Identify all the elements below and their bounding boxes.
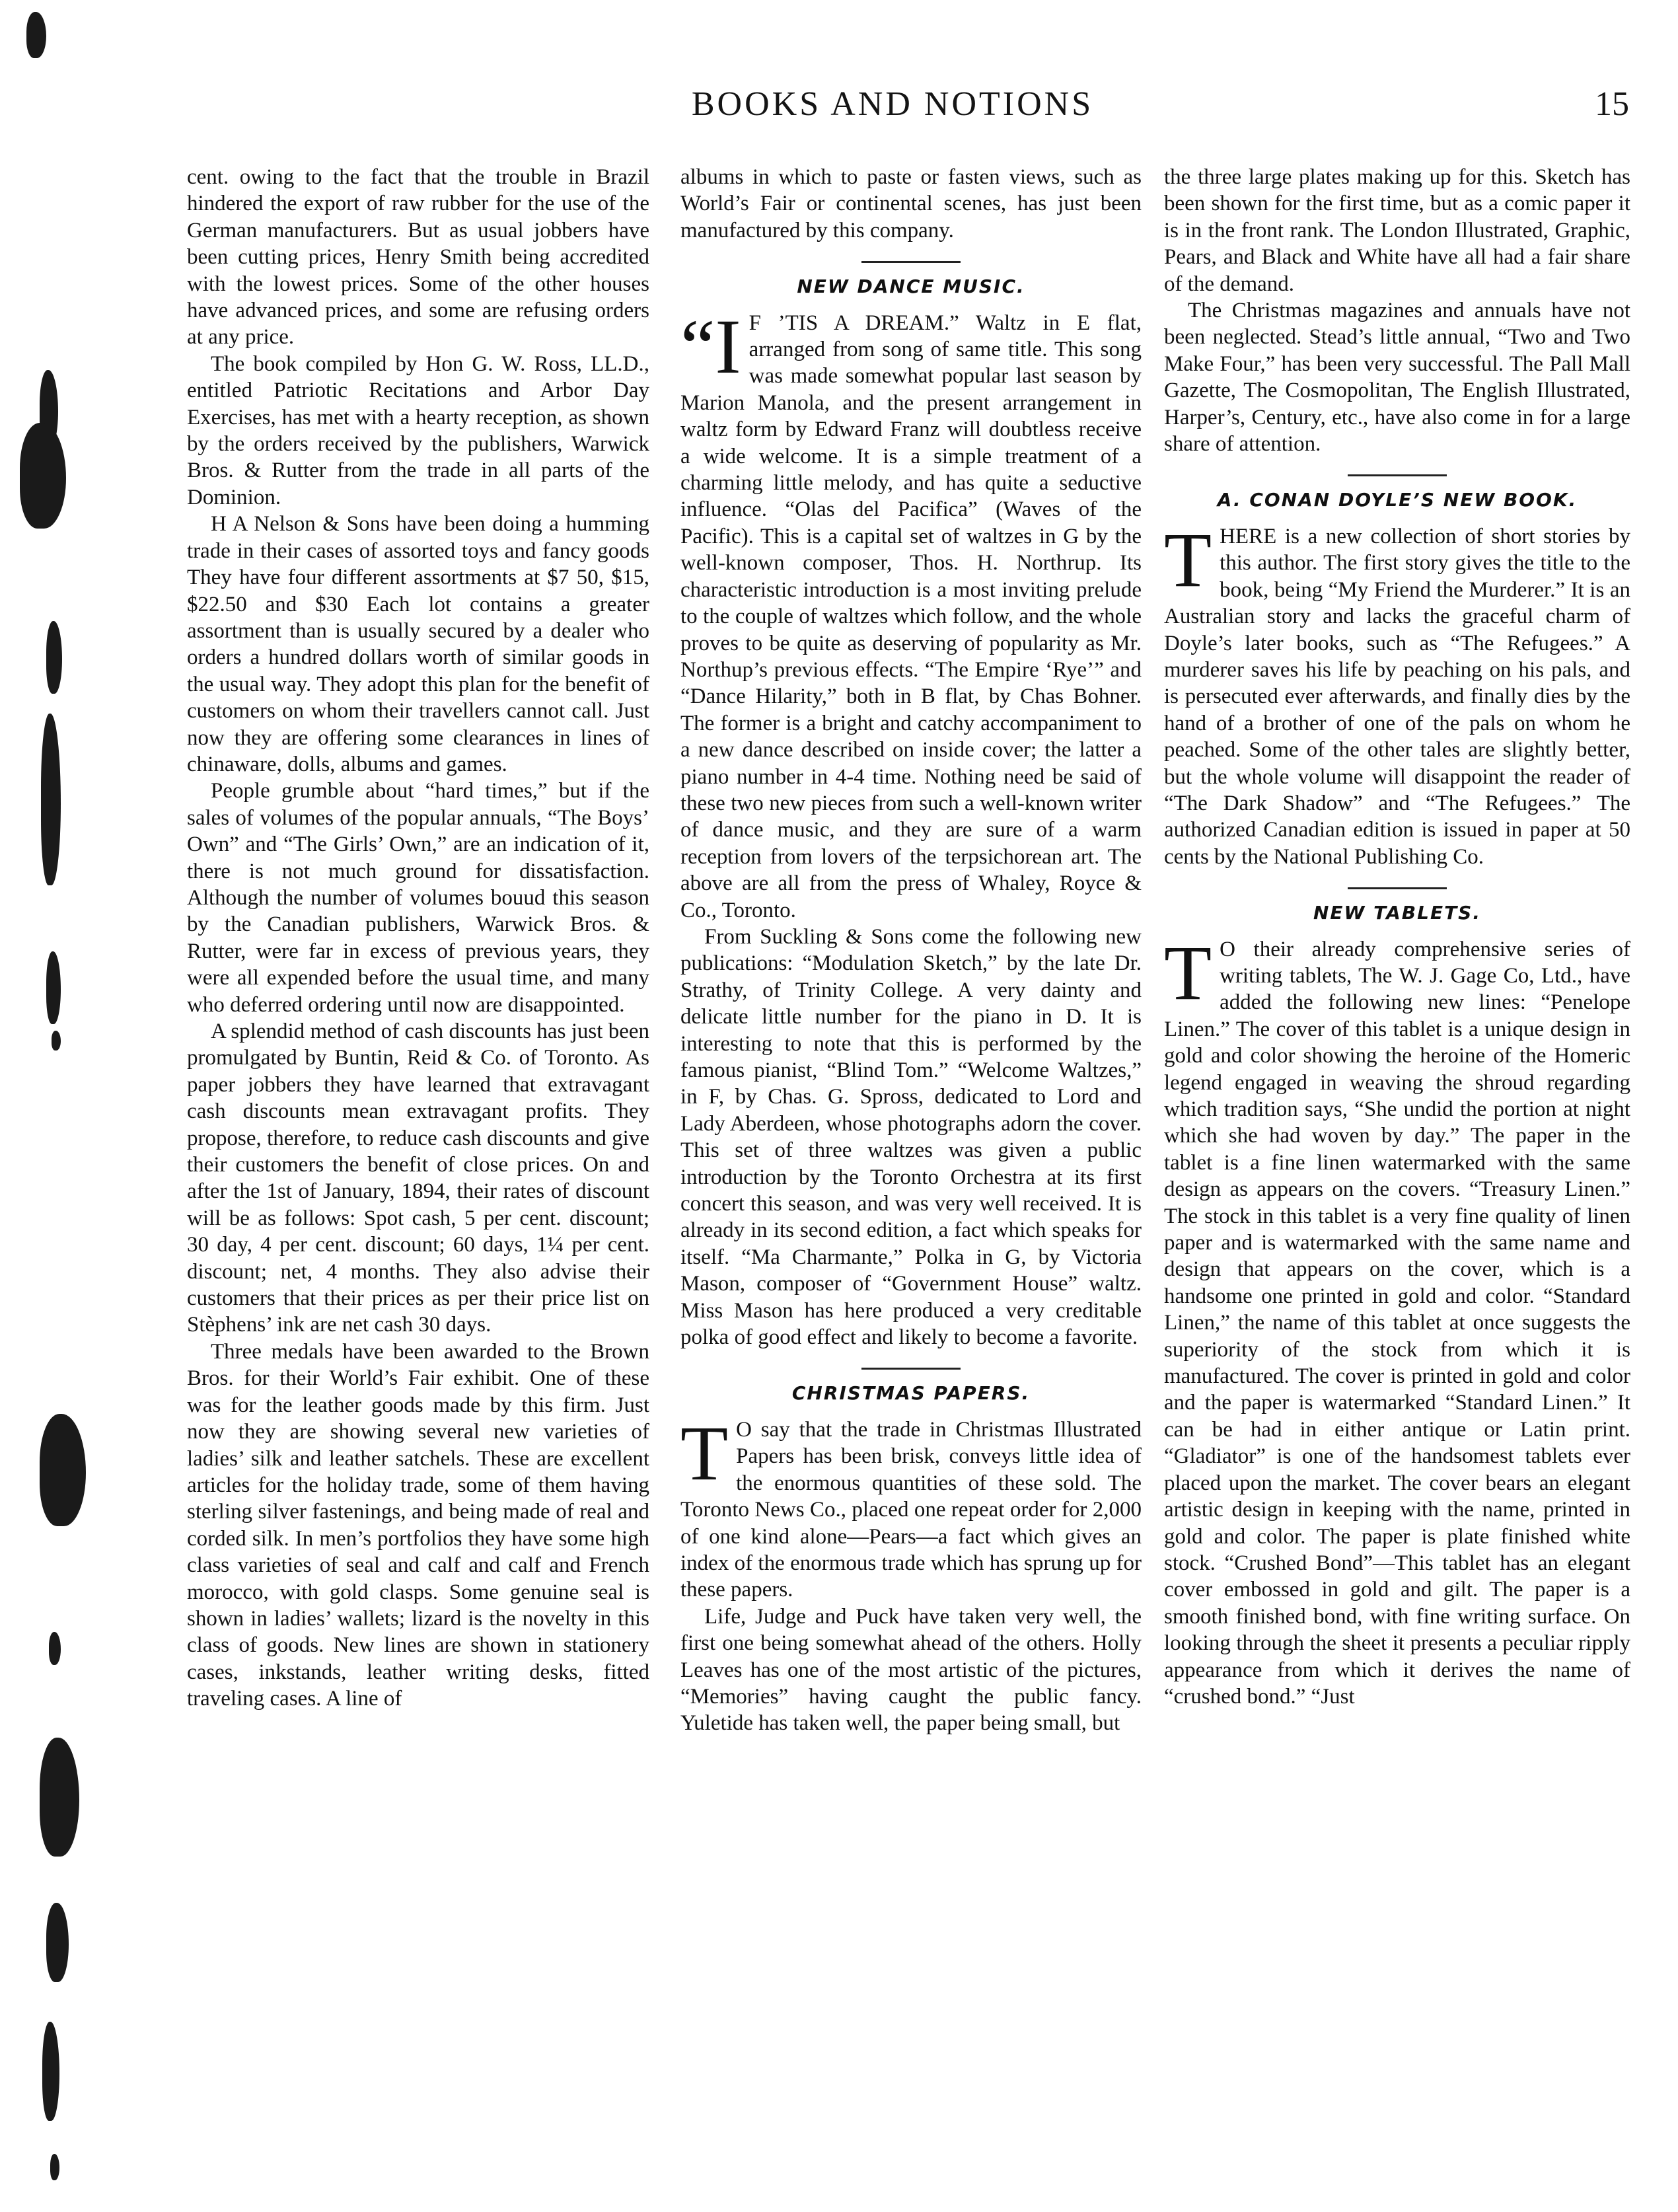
column-3	[1164, 164, 1630, 1710]
running-header	[156, 85, 1629, 137]
suckling-sons-paragraph: From Suckling & Sons come the following new publications: “Modulation Sketch,” by the late Dr. Strathy, of Trinity College. A very dainty and delicate little number for the piano in D. It is interesting to note that this is performed by the famous pianist, “Blind Tom.” “Welcome Waltzes,” in F, by Chas. G. Spross, dedicated to Lord and Lady Aberdeen, whose photographs adorn the cover. This set of three waltzes was given a public introduction by the Toronto Orchestra at its first concert this season, and was very well received. It is already in its second edition, a fact which speaks for itself. “Ma Charmante,” Polka in G, by Victoria Mason, composer of “Government House” waltz. Miss Mason has here produced a very creditable polka of good effect and likely to become a favorite.	[680, 924, 1142, 1350]
publication-title: BOOKS AND NOTIONS	[691, 85, 1094, 123]
drop-cap: T	[1164, 516, 1212, 603]
christmas-magazines-paragraph: The Christmas magazines and annuals have not been neglected. Stead’s little annual, “Two and Two Make Four,” has been very successful. The Pall Mall Gazette, The Cosmopolitan, The English Illustrated, Harper’s, Century, etc., have also come in for a large share of attention.	[1164, 299, 1630, 457]
large-plates-paragraph: the three large plates making up for this. Sketch has been shown for the first time, but as a comic paper it is in the front rank. The London Illustrated, Graphic, Pears, and Black and White have all had a fair share of the demand.	[1164, 165, 1630, 296]
conan-doyle-heading: A. CONAN DOYLE’S NEW BOOK.	[1217, 489, 1578, 511]
patriotic-recitations-paragraph: The book compiled by Hon G. W. Ross, LL.D., entitled Patriotic Recitations and Arbor Day Exercises, has met with a hearty reception, as shown by the orders received by the publishers, Warwick Bros. & Rutter from the trade in all parts of the Dominion.	[187, 351, 649, 509]
section-rule	[1348, 474, 1447, 476]
section-rule	[1348, 887, 1447, 889]
new-tablets-text: O their already comprehensive series of writing tablets, The W. J. Gage Co, Ltd., have added the following new lines: “Penelope Linen.” The cover of this tablet is a unique design in gold and color showing the heroine of the Homeric legend engaged in weaving the shroud regarding which tradition says, “She undid the portion at night which she had woven by day.” The paper in the tablet is a fine linen watermarked with the same design as appears on the covers. “Treasury Linen.” The stock in this tablet is a very fine quality of linen paper and is watermarked with the same name and design that appears on the cover, which is a handsome one printed in gold and color. “Standard Linen,” the name of this tablet at once suggests the superiority of the stock from which it is manufactured. The cover is printed in gold and color and the paper is watermarked “Standard Linen.” It can be had in either antique or Latin print. “Gladiator” is one of the handsomest tablets ever placed upon the market. The cover bears an elegant artistic design in keeping with the name, printed in gold and color. The paper is plate finished white stock. “Crushed Bond”—This tablet has an elegant cover embossed in gold and gilt. The paper is a smooth finished bond, with fine writing surface. On looking through the sheet it presents a peculiar ripply appearance from which it derives the name of “crushed bond.” “Just	[1164, 937, 1630, 1709]
binding-edge-scan-marks	[0, 0, 126, 2212]
dance-music-text: F ’TIS A DREAM.” Waltz in E flat, arranged from song of same title. This song was made somewhat popular last season by Marion Manola, and the present arrangement in waltz form by Edward Franz will doubtless receive a wide welcome. It is a simple treatment of a charming little melody, and has quite a seductive influence. “Olas del Pacifica” (Waves of the Pacific). This is a capital set of waltzes in G by the well-known composer, Thos. H. Northrup. Its characteristic introduction is a most inviting prelude to the couple of waltzes which follow, and the whole proves to be quite as deserving of popularity as Mr. Northup’s previous effects. “The Empire ‘Rye’” and “Dance Hilarity,” both in B flat, by Chas Bohner. The former is a bright and catchy accompaniment to a new dance described on inside cover; the latter a piano number in 4-4 time. Nothing need be said of these two new pieces from such a well-known writer of dance music, and they are sure of a warm reception from lovers of the terpsichorean art. The above are all from the press of Whaley, Royce & Co., Toronto.	[680, 311, 1142, 922]
life-judge-puck-paragraph: Life, Judge and Puck have taken very well, the first one being somewhat ahead of the others. Holly Leaves has one of the most artistic of the pictures, “Memories” having caught the public fancy. Yuletide has taken well, the paper being small, but	[680, 1604, 1142, 1736]
christmas-papers-heading: CHRISTMAS PAPERS.	[791, 1382, 1031, 1405]
albums-paragraph: albums in which to paste or fasten views, such as World’s Fair or continental scenes, has just been manufactured by this company.	[680, 165, 1142, 242]
christmas-papers-text: O say that the trade in Christmas Illustrated Papers has been brisk, conveys little idea of the enormous quantities of these sold. The Toronto News Co., placed one repeat order for 2,000 of one kind alone—Pears—a fact which gives an index of the enormous trade which has sprung up for these papers.	[680, 1417, 1142, 1602]
new-tablets-heading: NEW TABLETS.	[1313, 902, 1481, 924]
christmas-papers-paragraph	[680, 1409, 1142, 1604]
section-rule	[861, 1368, 961, 1370]
drop-cap: T	[680, 1409, 729, 1496]
nelson-sons-paragraph: H A Nelson & Sons have been doing a humming trade in their cases of assorted toys and fancy goods They have four different assortments at $7 50, $15, $22.50 and $30 Each lot contains a greater assortment than is usually secured by a dealer who orders a hundred dollars worth of similar goods in the usual way. They adopt this plan for the benefit of customers on whom their travellers cannot call. Just now they are offering some clearances in lines of chinaware, dolls, albums and games.	[187, 512, 649, 776]
section-rule	[861, 261, 961, 263]
rubber-prices-paragraph: cent. owing to the fact that the trouble in Brazil hindered the export of raw rubber for the use of the German manufacturers. But as usual jobbers have been cutting prices, Henry Smith being accredited with the lowest prices. Some of the other houses have advanced prices, and some are refusing orders at any price.	[187, 165, 649, 350]
conan-doyle-text: HERE is a new collection of short stories by this author. The first story gives the title to the book, being “My Friend the Murderer.” It is an Australian story and lacks the graceful charm of Doyle’s later books, such as “The Refugees.” A murderer saves his life by peaching on his pals, and is persecuted ever afterwards, and finally dies by the hand of a brother of one of the pals on whom he peached. Some of the other tales are slightly better, but the whole volume will disappoint the reader of “The Dark Shadow” and “The Refugees.” The authorized Canadian edition is issued in paper at 50 cents by the National Publishing Co.	[1164, 524, 1630, 869]
column-1	[187, 164, 649, 1713]
conan-doyle-paragraph	[1164, 516, 1630, 870]
page-number: 15	[1595, 85, 1629, 123]
dance-music-paragraph	[680, 303, 1142, 924]
brown-bros-paragraph: Three medals have been awarded to the Brown Bros. for their World’s Fair exhibit. One of these was for the leather goods made by this firm. Just now they are showing several new varieties of ladies’ silk and leather satchels. These are excellent articles for the holiday trade, some of them having sterling silver fastenings, and being made of real and corded silk. In men’s portfolios they have some high class varieties of seal and calf and calf and French morocco, with gold clasps. Some genuine seal is shown in ladies’ wallets; lizard is the novelty in this class of goods. New lines are shown in stationery cases, inkstands, leather writing desks, fitted traveling cases. A line of	[187, 1339, 649, 1711]
drop-cap: “I	[680, 303, 741, 390]
new-tablets-paragraph	[1164, 929, 1630, 1711]
cash-discounts-paragraph: A splendid method of cash discounts has just been promulgated by Buntin, Reid & Co. of Toronto. As paper jobbers they have learned that extravagant cash discounts mean extravagant profits. They propose, therefore, to reduce cash discounts and give their customers the benefit of close prices. On and after the 1st of January, 1894, their rates of discount will be as follows: Spot cash, 5 per cent. discount; 30 day, 4 per cent. discount; 60 days, 1¼ per cent. discount; net, 4 months. They also advise their customers that their prices as per their price list on Stèphens’ ink are net cash 30 days.	[187, 1019, 649, 1337]
new-dance-music-heading: NEW DANCE MUSIC.	[797, 276, 1025, 298]
column-2	[680, 164, 1142, 1737]
hard-times-paragraph: People grumble about “hard times,” but if the sales of volumes of the popular annuals, “The Boys’ Own” and “The Girls’ Own,” are an indication of it, there is not much ground for dissatisfaction. Although the number of volumes bouud this season by the Canadian publishers, Warwick Bros. & Rutter, were far in excess of previous years, they were all expended before the usual time, and many who deferred ordering until now are disappointed.	[187, 779, 649, 1017]
drop-cap: T	[1164, 929, 1212, 1016]
